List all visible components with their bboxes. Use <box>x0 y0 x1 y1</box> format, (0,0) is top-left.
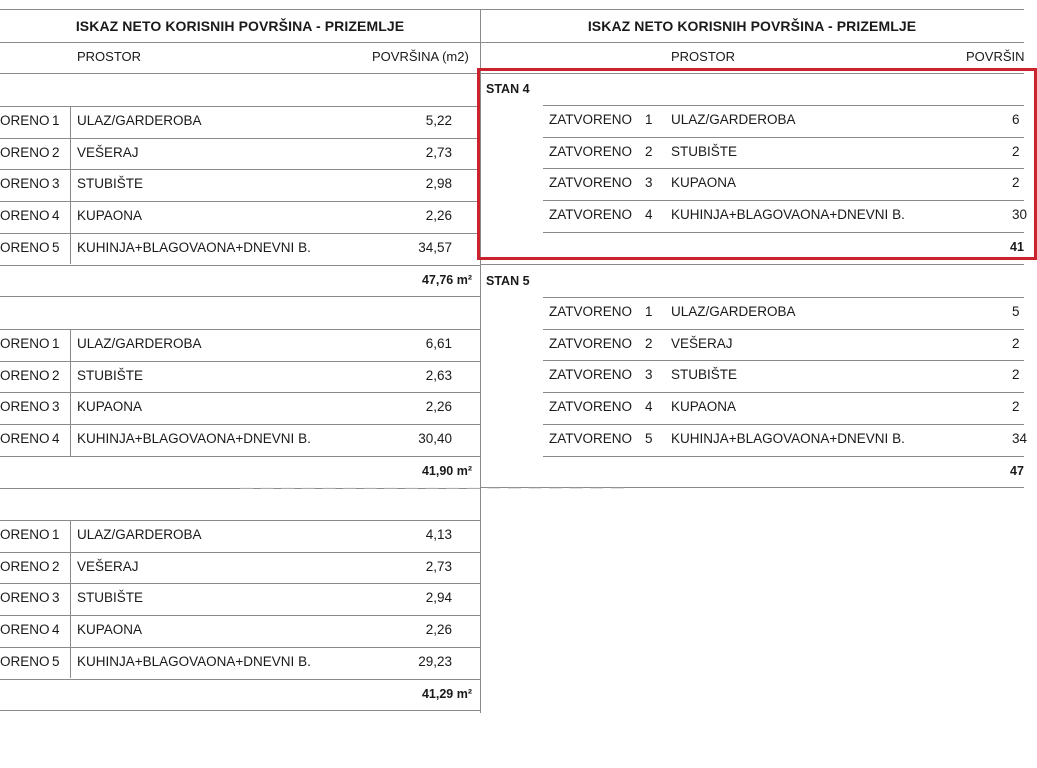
group-total: 41 <box>1010 239 1024 254</box>
row-type: ORENO <box>0 367 50 383</box>
row-type: ORENO <box>0 399 50 415</box>
room-name: KUHINJA+BLAGOVAONA+DNEVNI B. <box>77 431 311 447</box>
row-number: 3 <box>645 175 653 191</box>
title-bottom-border <box>0 42 1024 43</box>
room-area: 30 <box>1012 207 1028 223</box>
room-name: ULAZ/GARDEROBA <box>77 113 202 128</box>
row-border <box>0 552 480 553</box>
row-number: 4 <box>52 431 60 447</box>
cell-divider <box>70 138 71 170</box>
group-top-border <box>0 106 480 107</box>
room-area: 34 <box>1012 430 1028 446</box>
group-top-border <box>0 329 480 330</box>
row-type: ORENO <box>0 622 50 638</box>
cell-divider <box>70 233 71 265</box>
left-col-povrsina: POVRŠINA (m2) <box>372 49 469 64</box>
room-name: KUPAONA <box>671 399 737 415</box>
row-type: ORENO <box>0 176 50 192</box>
left-col-prostor: PROSTOR <box>77 49 142 64</box>
row-border <box>0 647 480 648</box>
room-name: KUHINJA+BLAGOVAONA+DNEVNI B. <box>671 207 905 223</box>
row-number: 1 <box>645 304 653 319</box>
right-col-prostor: PROSTOR <box>671 49 736 64</box>
row-number: 1 <box>52 113 60 128</box>
group-total: 41,29 m² <box>421 686 472 701</box>
room-area: 2,73 <box>425 144 452 160</box>
row-number: 3 <box>52 590 60 606</box>
row-number: 1 <box>52 527 60 542</box>
row-type: ORENO <box>0 336 50 351</box>
row-border <box>0 169 480 170</box>
room-name: STUBIŠTE <box>77 176 144 192</box>
room-area: 2 <box>1012 143 1020 159</box>
row-type: ORENO <box>0 653 50 669</box>
row-border <box>0 392 480 393</box>
right-col-povrsina: POVRŠIN <box>966 49 1025 64</box>
row-border <box>543 329 1024 330</box>
row-number: 3 <box>52 176 60 192</box>
cell-divider <box>70 424 71 456</box>
row-type: ORENO <box>0 527 50 542</box>
row-number: 2 <box>645 143 653 159</box>
row-number: 4 <box>645 399 653 415</box>
cell-divider <box>70 201 71 233</box>
room-area: 5 <box>1012 304 1020 319</box>
room-name: STUBIŠTE <box>671 143 738 159</box>
room-name: KUHINJA+BLAGOVAONA+DNEVNI B. <box>671 430 905 446</box>
room-area: 4,13 <box>425 527 452 542</box>
room-name: ULAZ/GARDEROBA <box>77 527 202 542</box>
total-border <box>480 264 1024 265</box>
group-total: 47 <box>1010 463 1024 478</box>
row-border <box>0 361 480 362</box>
row-border <box>543 424 1024 425</box>
row-number: 2 <box>645 335 653 351</box>
row-border <box>0 138 480 139</box>
row-type: ORENO <box>0 113 50 128</box>
cell-divider <box>70 169 71 201</box>
row-border <box>543 392 1024 393</box>
row-number: 1 <box>645 112 653 127</box>
group-total: 41,90 m² <box>421 463 472 478</box>
row-number: 4 <box>645 207 653 223</box>
row-number: 2 <box>52 558 60 574</box>
row-type: ZATVORENO <box>549 304 633 319</box>
room-name: KUPAONA <box>77 622 143 638</box>
row-type: ZATVORENO <box>549 207 633 223</box>
left-table-title: ISKAZ NETO KORISNIH POVRŠINA - PRIZEMLJE <box>75 18 405 34</box>
row-border <box>543 297 1024 298</box>
room-area: 2,94 <box>425 590 452 606</box>
row-type: ORENO <box>0 208 50 224</box>
cell-divider <box>70 583 71 615</box>
row-type: ORENO <box>0 144 50 160</box>
row-border <box>0 424 480 425</box>
row-type: ZATVORENO <box>549 367 633 383</box>
room-name: KUPAONA <box>77 208 143 224</box>
room-area: 2,26 <box>425 208 452 224</box>
cell-divider <box>70 361 71 393</box>
room-area: 2 <box>1012 175 1020 191</box>
room-name: STUBIŠTE <box>671 367 738 383</box>
row-border <box>0 679 480 680</box>
cell-divider <box>70 106 71 138</box>
top-border <box>0 9 1024 10</box>
row-number: 3 <box>645 367 653 383</box>
room-area: 2,63 <box>425 367 452 383</box>
room-name: STUBIŠTE <box>77 367 144 383</box>
row-number: 4 <box>52 208 60 224</box>
room-name: KUPAONA <box>671 175 737 191</box>
group-top-border <box>0 520 480 521</box>
row-border <box>543 360 1024 361</box>
row-border <box>0 233 480 234</box>
row-type: ZATVORENO <box>549 175 633 191</box>
row-border <box>0 265 480 266</box>
total-border <box>0 710 480 711</box>
room-name: STUBIŠTE <box>77 590 144 606</box>
room-area: 2 <box>1012 367 1020 383</box>
row-border <box>0 615 480 616</box>
room-name: KUHINJA+BLAGOVAONA+DNEVNI B. <box>77 653 311 669</box>
watermark: — — — — — — — — — — — — — — — — — — — <box>240 480 627 495</box>
cell-divider <box>70 647 71 679</box>
row-border <box>0 583 480 584</box>
room-name: ULAZ/GARDEROBA <box>77 336 202 351</box>
room-name: VEŠERAJ <box>77 558 139 574</box>
row-number: 4 <box>52 622 60 638</box>
cell-divider <box>70 520 71 552</box>
row-type: ORENO <box>0 590 50 606</box>
cell-divider <box>70 615 71 647</box>
room-name: VEŠERAJ <box>77 144 139 160</box>
row-number: 2 <box>52 144 60 160</box>
room-area: 6,61 <box>425 336 452 351</box>
room-area: 2 <box>1012 399 1020 415</box>
room-name: KUPAONA <box>77 399 143 415</box>
row-type: ZATVORENO <box>549 143 633 159</box>
row-border <box>0 456 480 457</box>
room-area: 6 <box>1012 112 1020 127</box>
apartment-label: STAN 5 <box>486 274 530 288</box>
cell-divider <box>70 329 71 361</box>
apartment-label: STAN 4 <box>486 82 530 96</box>
room-name: KUHINJA+BLAGOVAONA+DNEVNI B. <box>77 239 311 255</box>
room-area: 2,26 <box>425 399 452 415</box>
row-type: ZATVORENO <box>549 399 633 415</box>
row-border <box>543 456 1024 457</box>
room-name: ULAZ/GARDEROBA <box>671 304 796 319</box>
header-bottom-border-left <box>0 73 480 74</box>
row-border <box>0 201 480 202</box>
room-area: 29,23 <box>418 653 452 669</box>
row-type: ORENO <box>0 558 50 574</box>
room-name: ULAZ/GARDEROBA <box>671 112 796 127</box>
row-number: 5 <box>645 430 653 446</box>
row-number: 5 <box>52 239 60 255</box>
row-type: ZATVORENO <box>549 430 633 446</box>
room-area: 2,98 <box>425 176 452 192</box>
row-type: ORENO <box>0 239 50 255</box>
cell-divider <box>70 392 71 424</box>
room-area: 30,40 <box>418 431 452 447</box>
room-area: 2 <box>1012 335 1020 351</box>
row-type: ZATVORENO <box>549 335 633 351</box>
group-total: 47,76 m² <box>421 272 472 287</box>
row-number: 5 <box>52 653 60 669</box>
cell-divider <box>70 552 71 584</box>
room-area: 2,26 <box>425 622 452 638</box>
row-type: ZATVORENO <box>549 112 633 127</box>
room-area: 34,57 <box>418 239 452 255</box>
row-type: ORENO <box>0 431 50 447</box>
row-number: 3 <box>52 399 60 415</box>
stan-4-highlight-box <box>477 68 1037 260</box>
right-table-title: ISKAZ NETO KORISNIH POVRŠINA - PRIZEMLJE <box>587 18 917 34</box>
row-number: 2 <box>52 367 60 383</box>
total-border <box>0 296 480 297</box>
room-area: 2,73 <box>425 558 452 574</box>
row-number: 1 <box>52 336 60 351</box>
room-area: 5,22 <box>425 113 452 128</box>
room-name: VEŠERAJ <box>671 335 733 351</box>
